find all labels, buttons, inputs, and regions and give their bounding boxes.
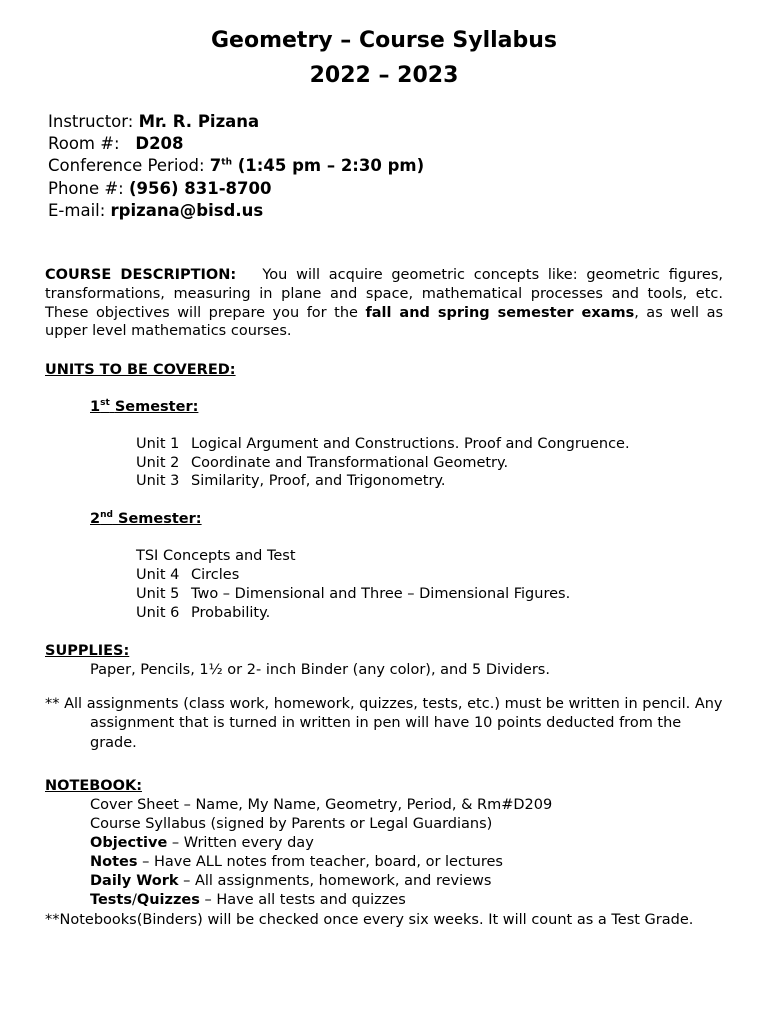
description-heading: COURSE DESCRIPTION: bbox=[45, 267, 237, 283]
semester-2-sup: nd bbox=[100, 510, 113, 521]
unit-number: Unit 6 bbox=[136, 605, 180, 621]
objective-label: Objective bbox=[90, 835, 168, 851]
supplies-heading: SUPPLIES: bbox=[45, 643, 130, 659]
daily-work-label: Daily Work bbox=[90, 873, 179, 889]
description-bold: fall and spring semester exams bbox=[365, 304, 635, 321]
notebook-daily-work bbox=[90, 872, 491, 891]
notebook-notes bbox=[90, 853, 503, 872]
unit-number: Unit 3 bbox=[136, 473, 180, 489]
daily-work-text: – All assignments, homework, and reviews bbox=[178, 873, 492, 889]
unit-row bbox=[136, 472, 446, 491]
email-label: E-mail: bbox=[48, 201, 106, 220]
unit-title: Two – Dimensional and Three – Dimensional Figures. bbox=[191, 586, 571, 602]
conference-label: Conference Period: bbox=[48, 156, 205, 175]
unit-number: Unit 1 bbox=[136, 436, 180, 452]
unit-title: Logical Argument and Constructions. Proof and Congruence. bbox=[191, 436, 630, 452]
notebook-objective bbox=[90, 834, 314, 853]
semester-2-heading bbox=[90, 510, 202, 529]
notebook-check-note: **Notebooks(Binders) will be checked once every six weeks. It will count as a Test Grade. bbox=[45, 912, 694, 928]
instructor-row bbox=[48, 111, 259, 133]
notes-text: – Have ALL notes from teacher, board, or lectures bbox=[137, 854, 503, 870]
page-title: Geometry – Course Syllabus bbox=[210, 28, 558, 53]
unit-title: Circles bbox=[191, 567, 240, 583]
tests-quizzes-text: – Have all tests and quizzes bbox=[199, 892, 406, 908]
objective-text: – Written every day bbox=[167, 835, 314, 851]
conference-row bbox=[48, 155, 424, 177]
unit-row bbox=[136, 566, 239, 585]
assignments-note-line-1: ** All assignments (class work, homework, quizzes, tests, etc.) must be written in pencil. Any bbox=[45, 696, 723, 712]
room-label: Room #: bbox=[48, 134, 120, 153]
unit-row bbox=[136, 585, 570, 604]
unit-row bbox=[136, 454, 508, 473]
room-row bbox=[48, 133, 184, 155]
notebook-cover-sheet: Cover Sheet – Name, My Name, Geometry, Period, & Rm#D209 bbox=[90, 797, 553, 813]
conference-time: (1:45 pm – 2:30 pm) bbox=[237, 156, 425, 175]
units-heading: UNITS TO BE COVERED: bbox=[45, 362, 236, 378]
course-description bbox=[45, 266, 723, 341]
semester-2-num: 2 bbox=[90, 511, 101, 527]
assignments-note-line-3: grade. bbox=[90, 735, 137, 751]
unit-title: Probability. bbox=[191, 605, 271, 621]
unit-row bbox=[136, 604, 270, 623]
instructor-name: Mr. R. Pizana bbox=[138, 112, 260, 131]
tests-label: Tests bbox=[90, 892, 132, 908]
description-text-1: You will acquire geometric concepts like: geometric figures, transformations, measuring in plane and space, mathematical processes and tools, etc. These objectives will prepare you for the bbox=[45, 267, 723, 321]
email-row bbox=[48, 200, 263, 222]
room-number: D208 bbox=[135, 134, 184, 153]
supplies-list: Paper, Pencils, 1½ or 2- inch Binder (any color), and 5 Dividers. bbox=[90, 662, 550, 678]
unit-row bbox=[136, 435, 630, 454]
semester-2-label: Semester: bbox=[118, 511, 202, 527]
semester-1-heading bbox=[90, 398, 198, 417]
phone-row bbox=[48, 178, 271, 200]
notes-label: Notes bbox=[90, 854, 138, 870]
description-text-2: , as well as upper level mathematics courses. bbox=[45, 304, 724, 340]
instructor-label: Instructor: bbox=[48, 112, 134, 131]
tests-slash: / bbox=[132, 892, 137, 908]
email-address: rpizana@bisd.us bbox=[110, 201, 264, 220]
conference-sup: th bbox=[221, 157, 232, 168]
unit-number: Unit 4 bbox=[136, 567, 180, 583]
phone-number: (956) 831-8700 bbox=[129, 179, 272, 198]
semester-1-num: 1 bbox=[90, 399, 101, 415]
tsi-item: TSI Concepts and Test bbox=[136, 548, 296, 564]
conference-period: 7 bbox=[209, 156, 222, 175]
notebook-syllabus: Course Syllabus (signed by Parents or Legal Guardians) bbox=[90, 816, 493, 832]
phone-label: Phone #: bbox=[48, 179, 124, 198]
unit-title: Coordinate and Transformational Geometry. bbox=[191, 455, 509, 471]
assignments-note-line-2: assignment that is turned in written in pen will have 10 points deducted from the bbox=[90, 715, 682, 731]
notebook-tests-quizzes bbox=[90, 891, 406, 910]
semester-1-sup: st bbox=[100, 398, 110, 409]
unit-title: Similarity, Proof, and Trigonometry. bbox=[191, 473, 446, 489]
school-year: 2022 – 2023 bbox=[309, 63, 459, 88]
semester-1-label: Semester: bbox=[114, 399, 199, 415]
quizzes-label: Quizzes bbox=[136, 892, 200, 908]
notebook-heading: NOTEBOOK: bbox=[45, 778, 142, 794]
unit-number: Unit 2 bbox=[136, 455, 180, 471]
unit-number: Unit 5 bbox=[136, 586, 180, 602]
